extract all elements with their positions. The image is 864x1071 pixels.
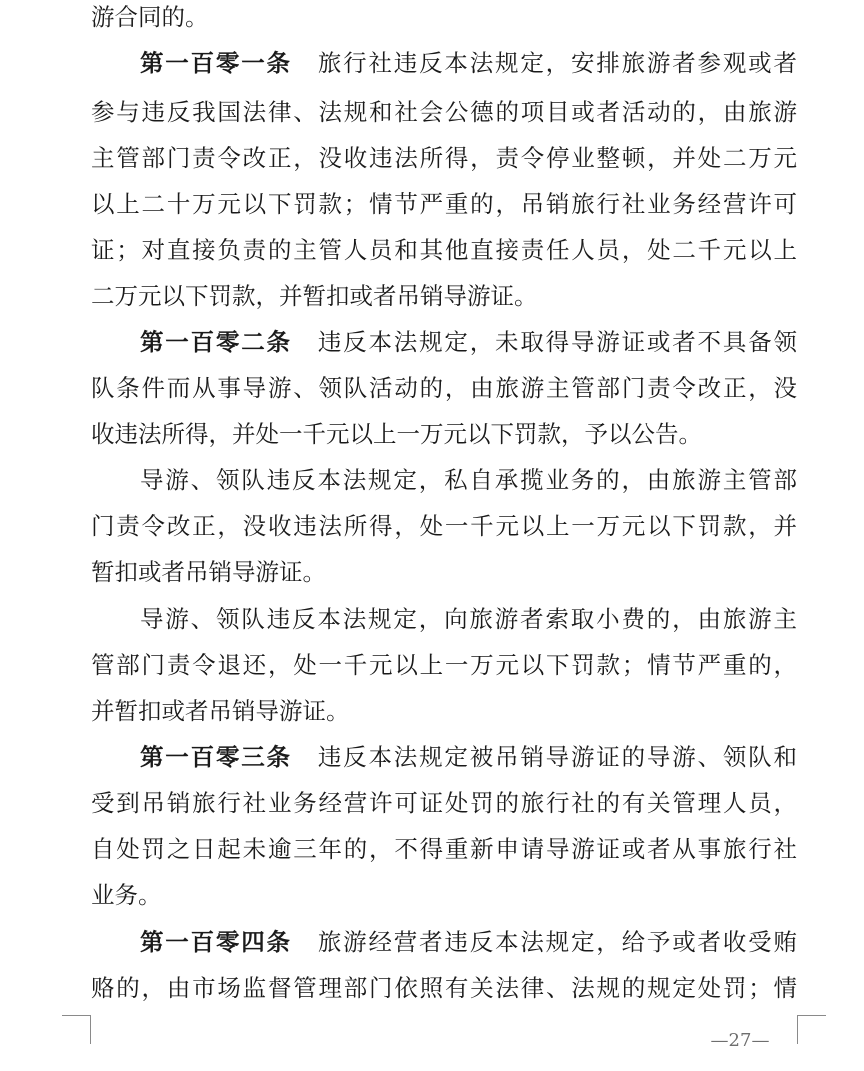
paragraph-line: 业务。 [91,881,162,909]
article-number: 第一百零一条 [140,49,292,77]
article-104-first-line: 第一百零四条 旅游经营者违反本法规定，给予或者收受贿 [140,928,797,956]
paragraph-line: 赂的，由市场监督管理部门依照有关法律、法规的规定处罚；情 [91,974,797,1002]
crop-mark-left [62,1015,91,1044]
paragraph-line: 自处罚之日起未逾三年的，不得重新申请导游证或者从事旅行社 [91,835,797,863]
paragraph-line: 门责令改正，没收违法所得，处一千元以上一万元以下罚款，并 [91,512,797,540]
paragraph-line: 管部门责令退还，处一千元以上一万元以下罚款；情节严重的， [91,651,797,679]
paragraph-line: 主管部门责令改正，没收违法所得，责令停业整顿，并处二万元 [91,144,797,172]
paragraph-line: 收违法所得，并处一千元以上一万元以下罚款，予以公告。 [91,420,702,448]
article-101-first-line: 第一百零一条 旅行社违反本法规定，安排旅游者参观或者 [140,49,797,77]
paragraph-line: 以上二十万元以下罚款；情节严重的，吊销旅行社业务经营许可 [91,190,797,218]
article-number: 第一百零四条 [140,928,292,956]
article-number: 第一百零二条 [140,328,292,356]
paragraph-line: 并暂扣或者吊销导游证。 [91,697,350,725]
article-103-first-line: 第一百零三条 违反本法规定被吊销导游证的导游、领队和 [140,743,797,771]
paragraph-line: 队条件而从事导游、领队活动的，由旅游主管部门责令改正，没 [91,374,797,402]
paragraph-line: 受到吊销旅行社业务经营许可证处罚的旅行社的有关管理人员， [91,789,797,817]
paragraph-first-line: 导游、领队违反本法规定，向旅游者索取小费的，由旅游主 [140,605,797,633]
paragraph-first-line: 导游、领队违反本法规定，私自承揽业务的，由旅游主管部 [140,466,797,494]
page-number: —27— [710,1030,770,1051]
paragraph-line: 暂扣或者吊销导游证。 [91,558,326,586]
paragraph-line: 二万元以下罚款，并暂扣或者吊销导游证。 [91,282,538,310]
article-number: 第一百零三条 [140,743,292,771]
paragraph-line: 参与违反我国法律、法规和社会公德的项目或者活动的，由旅游 [91,98,797,126]
paragraph-line: 游合同的。 [91,3,209,31]
article-102-first-line: 第一百零二条 违反本法规定，未取得导游证或者不具备领 [140,328,797,356]
paragraph-line: 证；对直接负责的主管人员和其他直接责任人员，处二千元以上 [91,236,797,264]
crop-mark-right [797,1015,826,1044]
